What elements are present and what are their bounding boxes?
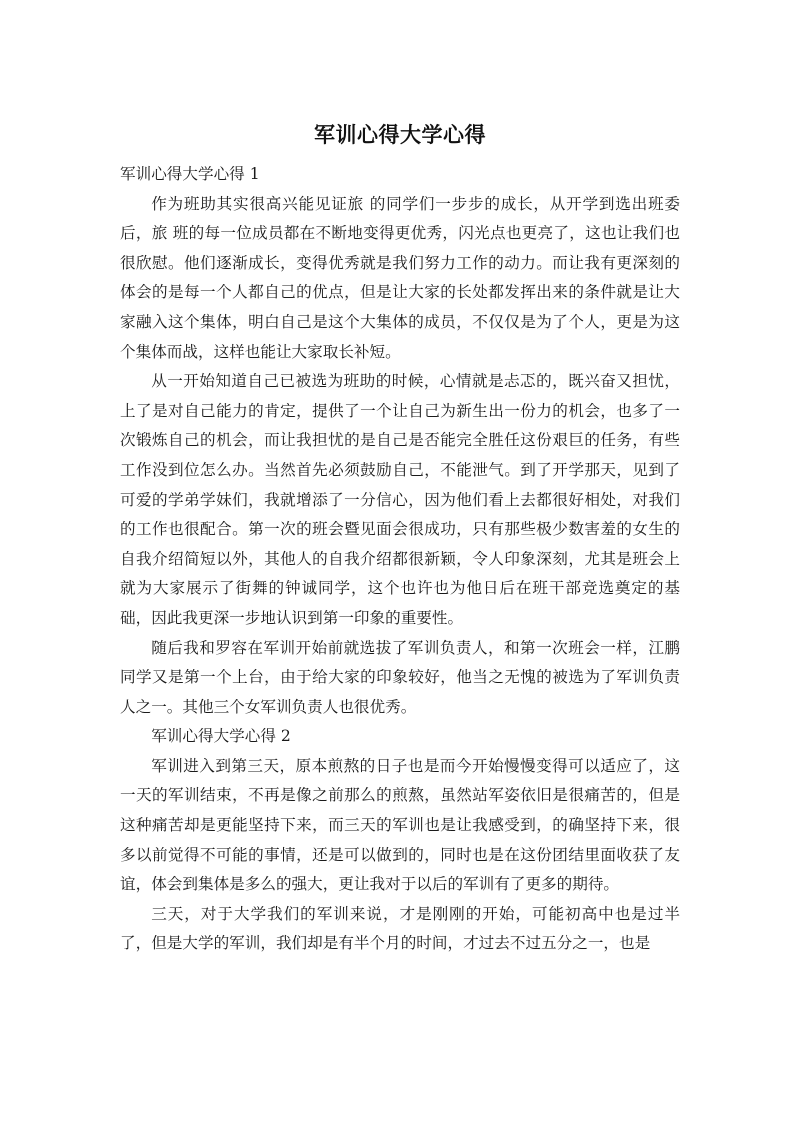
paragraph: 从一开始知道自己已被选为班助的时候，心情就是忐忑的，既兴奋又担忧，上了是对自己能力的肯定，提供了一个让自己为新生出一份力的机会，也多了一次锻炼自己的机会，而让我担忧的是自己是否能完全胜任这份艰巨的任务，有些工作没到位怎么办。当然首先必须鼓励自己，不能泄气。到了开学那天，见到了可爱的学弟学妹们，我就增添了一分信心，因为他们看上去都很好相处，对我们的工作也很配合。第一次的班会暨见面会很成功，只有那些极少数害羞的女生的自我介绍简短以外，其他人的自我介绍都很新颖，令人印象深刻，尤其是班会上就为大家展示了街舞的钟诚同学，这个也许也为他日后在班干部竞选奠定的基础，因此我更深一步地认识到第一印象的重要性。 <box>120 372 680 627</box>
paragraph: 作为班助其实很高兴能见证旅 的同学们一步步的成长，从开学到选出班委后，旅 班的每一位成员都在不断地变得更优秀，闪光点也更亮了，这也让我们也很欣慰。他们逐渐成长，变得优秀就是我们努力工作的动力。而让我有更深刻的体会的是每一个人都自己的优点，但是让大家的长处都发挥出来的条件就是让大家融入这个集体，明白自己是这个大集体的成员，不仅仅是为了个人，更是为这个集体而战，这样也能让大家取长补短。 <box>120 194 680 361</box>
document-title: 军训心得大学心得 <box>314 123 486 147</box>
section-heading-2: 军训心得大学心得 2 <box>151 727 291 746</box>
section-heading-1: 军训心得大学心得 1 <box>120 165 260 183</box>
paragraph: 军训进入到第三天，原本煎熬的日子也是而今开始慢慢变得可以适应了，这一天的军训结束，不再是像之前那么的煎熬，虽然站军姿依旧是很痛苦的，但是这种痛苦却是更能坚持下来，而三天的军训也是让我感受到，的确坚持下来，很多以前觉得不可能的事情，还是可以做到的，同时也是在这份团结里面收获了友谊，体会到集体是多么的强大，更让我对于以后的军训有了更多的期待。 <box>120 756 680 894</box>
document-body <box>120 160 680 959</box>
paragraph: 三天，对于大学我们的军训来说，才是刚刚的开始，可能初高中也是过半了，但是大学的军训，我们却是有半个月的时间，才过去不过五分之一，也是 <box>120 904 680 953</box>
paragraph: 随后我和罗容在军训开始前就选拔了军训负责人，和第一次班会一样，江鹏同学又是第一个上台，由于给大家的印象较好，他当之无愧的被选为了军训负责人之一。其他三个女军训负责人也很优秀。 <box>120 638 680 716</box>
